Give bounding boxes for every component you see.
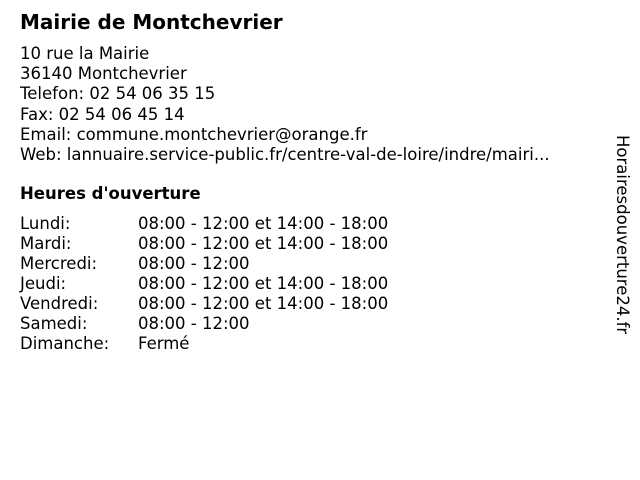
email-address: Email: commune.montchevrier@orange.fr — [20, 124, 368, 144]
time-value: 08:00 - 12:00 et 14:00 - 18:00 — [138, 294, 389, 313]
time-value: Fermé — [138, 334, 190, 353]
day-label: Mardi: — [20, 234, 72, 253]
hours-row-friday — [20, 294, 388, 314]
website-url: Web: lannuaire.service-public.fr/centre-val-de-loire/indre/mairi... — [20, 145, 550, 165]
time-value: 08:00 - 12:00 — [138, 314, 250, 333]
site-watermark: Horairesdouverture24.fr — [613, 135, 632, 335]
day-label: Dimanche: — [20, 334, 110, 353]
address-city: 36140 Montchevrier — [20, 64, 187, 84]
contact-info — [20, 44, 550, 165]
day-label: Jeudi: — [20, 274, 67, 293]
hours-row-tuesday — [20, 234, 388, 254]
time-value: 08:00 - 12:00 — [138, 254, 250, 273]
hours-heading: Heures d'ouverture — [20, 184, 201, 203]
opening-hours-table — [20, 214, 388, 354]
time-value: 08:00 - 12:00 et 14:00 - 18:00 — [138, 274, 389, 293]
time-value: 08:00 - 12:00 et 14:00 - 18:00 — [138, 214, 389, 233]
fax-number: Fax: 02 54 06 45 14 — [20, 104, 185, 124]
day-label: Samedi: — [20, 314, 88, 333]
phone-number: Telefon: 02 54 06 35 15 — [20, 84, 216, 104]
day-label: Mercredi: — [20, 254, 98, 273]
time-value: 08:00 - 12:00 et 14:00 - 18:00 — [138, 234, 389, 253]
hours-row-sunday — [20, 334, 388, 354]
page-title: Mairie de Montchevrier — [20, 10, 283, 34]
hours-row-saturday — [20, 314, 388, 334]
address-street: 10 rue la Mairie — [20, 44, 150, 63]
hours-row-monday — [20, 214, 388, 234]
day-label: Vendredi: — [20, 294, 99, 313]
hours-row-wednesday — [20, 254, 388, 274]
day-label: Lundi: — [20, 214, 71, 233]
hours-row-thursday — [20, 274, 388, 294]
